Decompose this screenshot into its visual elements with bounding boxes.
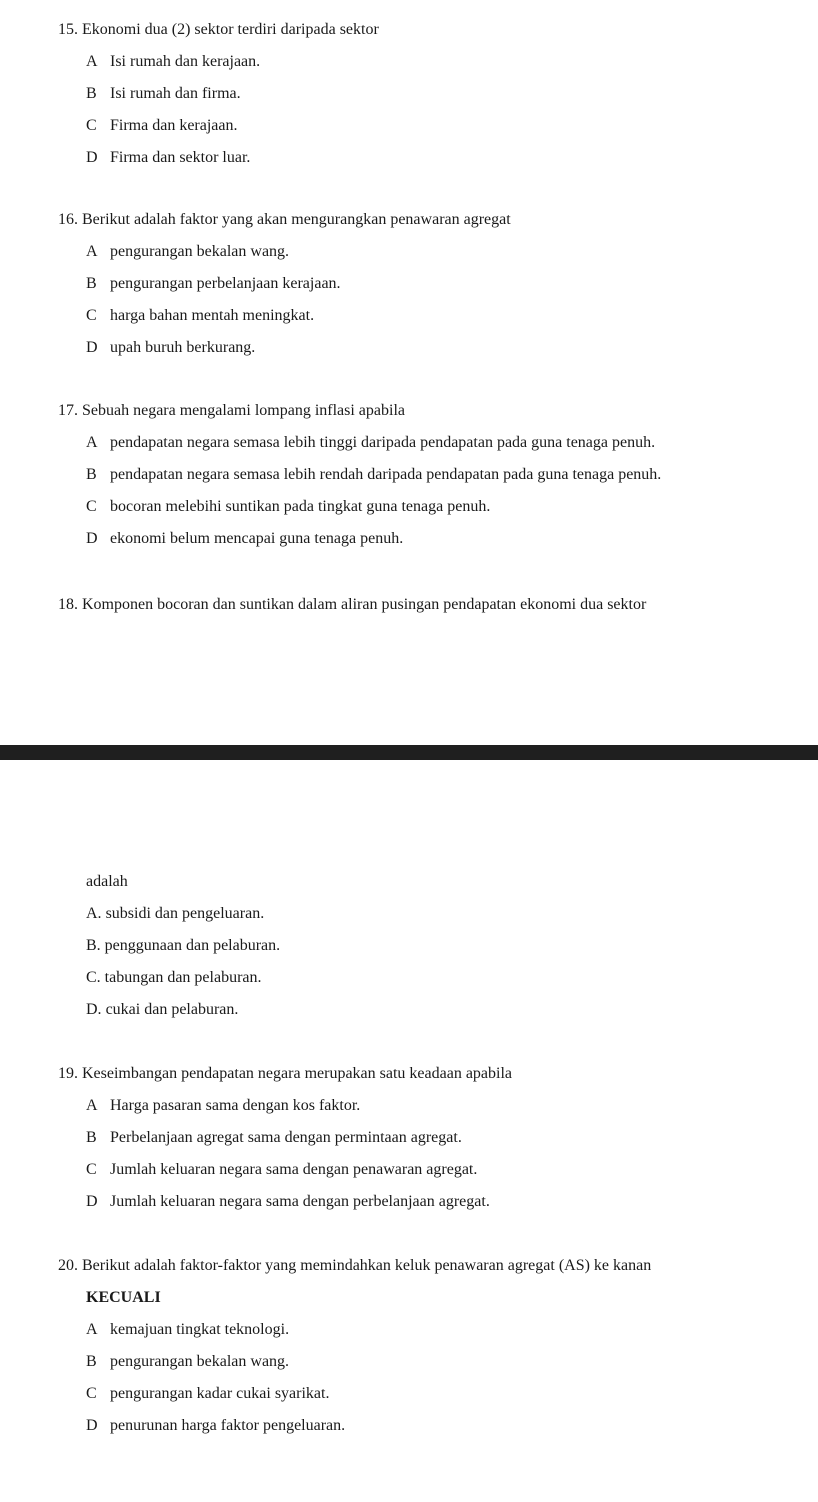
option-text: bocoran melebihi suntikan pada tingkat guna tenaga penuh. bbox=[110, 498, 491, 515]
question-17-option-a bbox=[86, 433, 655, 453]
option-text: ekonomi belum mencapai guna tenaga penuh. bbox=[110, 530, 404, 547]
option-text: penurunan harga faktor pengeluaran. bbox=[110, 1417, 346, 1434]
question-17-option-d bbox=[86, 529, 403, 549]
option-letter: D bbox=[86, 1417, 98, 1434]
question-20-emphasis: KECUALI bbox=[86, 1289, 161, 1306]
option-letter: D bbox=[86, 1193, 98, 1210]
question-20-option-a bbox=[86, 1320, 289, 1340]
option-text: pengurangan kadar cukai syarikat. bbox=[110, 1385, 330, 1402]
question-15-option-a bbox=[86, 52, 260, 72]
option-letter: B bbox=[86, 85, 97, 102]
option-text: pendapatan negara semasa lebih rendah daripada pendapatan pada guna tenaga penuh. bbox=[110, 466, 662, 483]
option-text: pendapatan negara semasa lebih tinggi daripada pendapatan pada guna tenaga penuh. bbox=[110, 434, 656, 451]
option-text: Firma dan sektor luar. bbox=[110, 149, 251, 166]
option-text: pengurangan perbelanjaan kerajaan. bbox=[110, 275, 341, 292]
question-18-option-b bbox=[86, 936, 280, 956]
question-17-stem: 17. Sebuah negara mengalami lompang inflasi apabila bbox=[58, 402, 405, 419]
option-text: penggunaan dan pelaburan. bbox=[104, 937, 281, 954]
option-text: harga bahan mentah meningkat. bbox=[110, 307, 315, 324]
option-text: subsidi dan pengeluaran. bbox=[105, 905, 265, 922]
question-18-stem: 18. Komponen bocoran dan suntikan dalam aliran pusingan pendapatan ekonomi dua sektor bbox=[58, 596, 647, 613]
option-text: Firma dan kerajaan. bbox=[110, 117, 238, 134]
option-letter: B bbox=[86, 275, 97, 292]
option-text: Perbelanjaan agregat sama dengan permintaan agregat. bbox=[110, 1129, 462, 1146]
question-15-stem: 15. Ekonomi dua (2) sektor terdiri daripada sektor bbox=[58, 21, 379, 38]
option-text: upah buruh berkurang. bbox=[110, 339, 256, 356]
option-letter: C. bbox=[86, 969, 101, 986]
question-15-option-d bbox=[86, 148, 250, 168]
option-text: pengurangan bekalan wang. bbox=[110, 1353, 290, 1370]
question-20-option-d bbox=[86, 1416, 345, 1436]
question-20-option-b bbox=[86, 1352, 289, 1372]
question-19-option-d bbox=[86, 1192, 490, 1212]
question-17-option-c bbox=[86, 497, 490, 517]
question-18-option-c bbox=[86, 968, 262, 988]
option-text: tabungan dan pelaburan. bbox=[104, 969, 262, 986]
option-letter: A bbox=[86, 1321, 98, 1338]
question-20-stem: 20. Berikut adalah faktor-faktor yang memindahkan keluk penawaran agregat (AS) ke kanan bbox=[58, 1257, 652, 1274]
option-letter: A bbox=[86, 53, 98, 70]
question-16-option-c bbox=[86, 306, 314, 326]
question-17-option-b bbox=[86, 465, 661, 485]
question-15-option-c bbox=[86, 116, 238, 136]
option-text: cukai dan pelaburan. bbox=[105, 1001, 239, 1018]
option-letter: B bbox=[86, 466, 97, 483]
option-text: Harga pasaran sama dengan kos faktor. bbox=[110, 1097, 361, 1114]
question-19-option-a bbox=[86, 1096, 360, 1116]
option-text: Isi rumah dan kerajaan. bbox=[110, 53, 261, 70]
question-16-option-a bbox=[86, 242, 289, 262]
question-15-option-b bbox=[86, 84, 241, 104]
question-19-stem: 19. Keseimbangan pendapatan negara merupakan satu keadaan apabila bbox=[58, 1065, 513, 1082]
option-text: kemajuan tingkat teknologi. bbox=[110, 1321, 290, 1338]
option-letter: C bbox=[86, 498, 97, 515]
question-16-stem: 16. Berikut adalah faktor yang akan mengurangkan penawaran agregat bbox=[58, 211, 511, 228]
option-letter: D bbox=[86, 339, 98, 356]
option-text: Isi rumah dan firma. bbox=[110, 85, 241, 102]
question-16-option-d bbox=[86, 338, 255, 358]
option-letter: D bbox=[86, 149, 98, 166]
question-20-option-c bbox=[86, 1384, 329, 1404]
option-letter: C bbox=[86, 1161, 97, 1178]
option-letter: A bbox=[86, 434, 98, 451]
option-letter: C bbox=[86, 117, 97, 134]
option-letter: A bbox=[86, 243, 98, 260]
option-letter: B. bbox=[86, 937, 101, 954]
question-16-option-b bbox=[86, 274, 341, 294]
option-letter: A. bbox=[86, 905, 102, 922]
option-letter: D. bbox=[86, 1001, 102, 1018]
option-text: Jumlah keluaran negara sama dengan penawaran agregat. bbox=[110, 1161, 478, 1178]
option-letter: D bbox=[86, 530, 98, 547]
option-text: pengurangan bekalan wang. bbox=[110, 243, 290, 260]
option-text: Jumlah keluaran negara sama dengan perbelanjaan agregat. bbox=[110, 1193, 490, 1210]
question-19-option-b bbox=[86, 1128, 462, 1148]
option-letter: B bbox=[86, 1129, 97, 1146]
option-letter: A bbox=[86, 1097, 98, 1114]
question-18-option-d bbox=[86, 1000, 238, 1020]
question-18-stem-end: adalah bbox=[86, 873, 128, 890]
option-letter: B bbox=[86, 1353, 97, 1370]
question-18-option-a bbox=[86, 904, 264, 924]
option-letter: C bbox=[86, 307, 97, 324]
question-19-option-c bbox=[86, 1160, 477, 1180]
page-divider-bar bbox=[0, 745, 818, 760]
option-letter: C bbox=[86, 1385, 97, 1402]
